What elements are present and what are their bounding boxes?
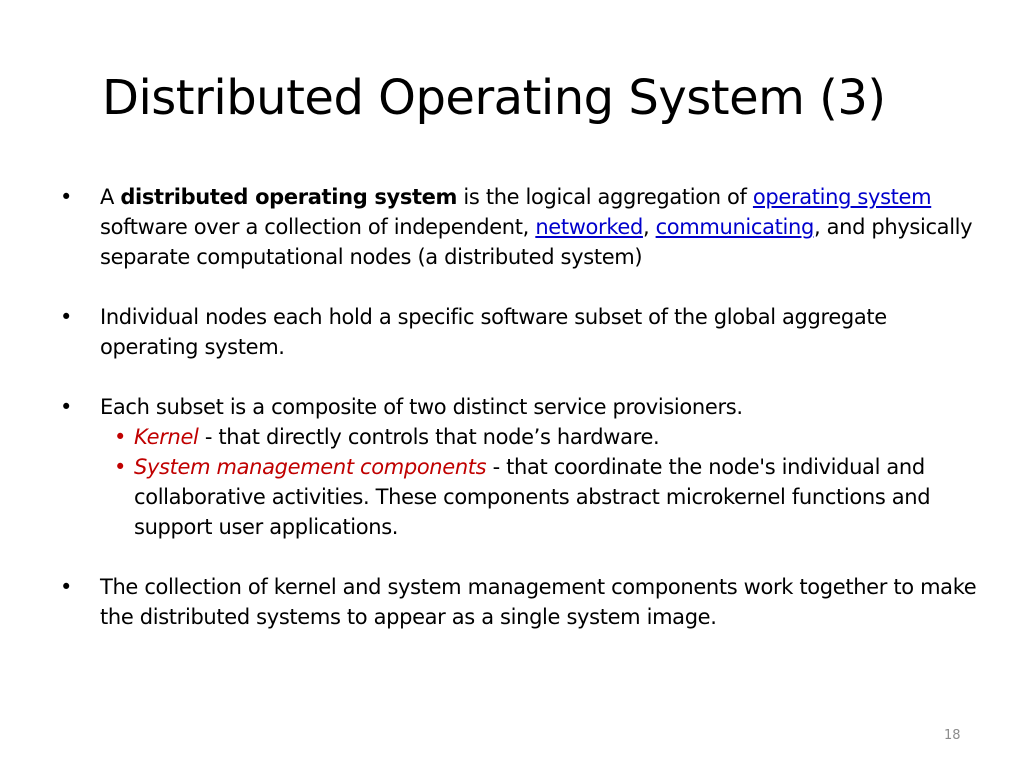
sub-bullet-marker: • — [114, 425, 127, 449]
bullet-2-text: Individual nodes each hold a specific software subset of the global aggregate operating system. — [100, 305, 887, 359]
term-kernel: Kernel — [134, 425, 199, 449]
bullet-marker: • — [60, 395, 73, 419]
page-number: 18 — [944, 728, 961, 743]
sub-bullet-kernel — [58, 422, 978, 452]
bullet-item-4 — [58, 572, 978, 632]
bullet-1-text: A distributed operating system is the logical aggregation of operating system software over a collection of independent, networked, communicating, and physically separate computational nodes (a distributed system) — [100, 185, 973, 269]
slide-title: Distributed Operating System (3) — [102, 70, 886, 126]
bullet-marker: • — [60, 305, 73, 329]
bullet-marker: • — [60, 575, 73, 599]
sub-bullet-marker: • — [114, 455, 127, 479]
bullet-3-text: Each subset is a composite of two distinct service provisioners. — [100, 395, 743, 419]
sub-bullet-kernel-text: - that directly controls that node’s hardware. — [198, 425, 660, 449]
sub-bullet-system-management — [58, 452, 978, 542]
bullet-marker: • — [60, 185, 73, 209]
term-system-management-components: System management components — [134, 455, 487, 479]
link-operating-system[interactable]: operating system — [752, 185, 932, 209]
link-networked[interactable]: networked — [535, 215, 643, 239]
link-communicating[interactable]: communicating — [655, 215, 814, 239]
slide-content — [58, 182, 978, 632]
bullet-4-text: The collection of kernel and system management components work together to make the distributed systems to appear as a single system image. — [100, 575, 977, 629]
bullet-item-1 — [58, 182, 978, 272]
bullet-item-3 — [58, 392, 978, 422]
sub-bullet-system-management-text: - that coordinate the node's individual and collaborative activities. These components abstract microkernel functions and support user applications. — [134, 455, 931, 539]
bold-term: distributed operating system — [120, 185, 458, 209]
bullet-item-2 — [58, 302, 978, 362]
